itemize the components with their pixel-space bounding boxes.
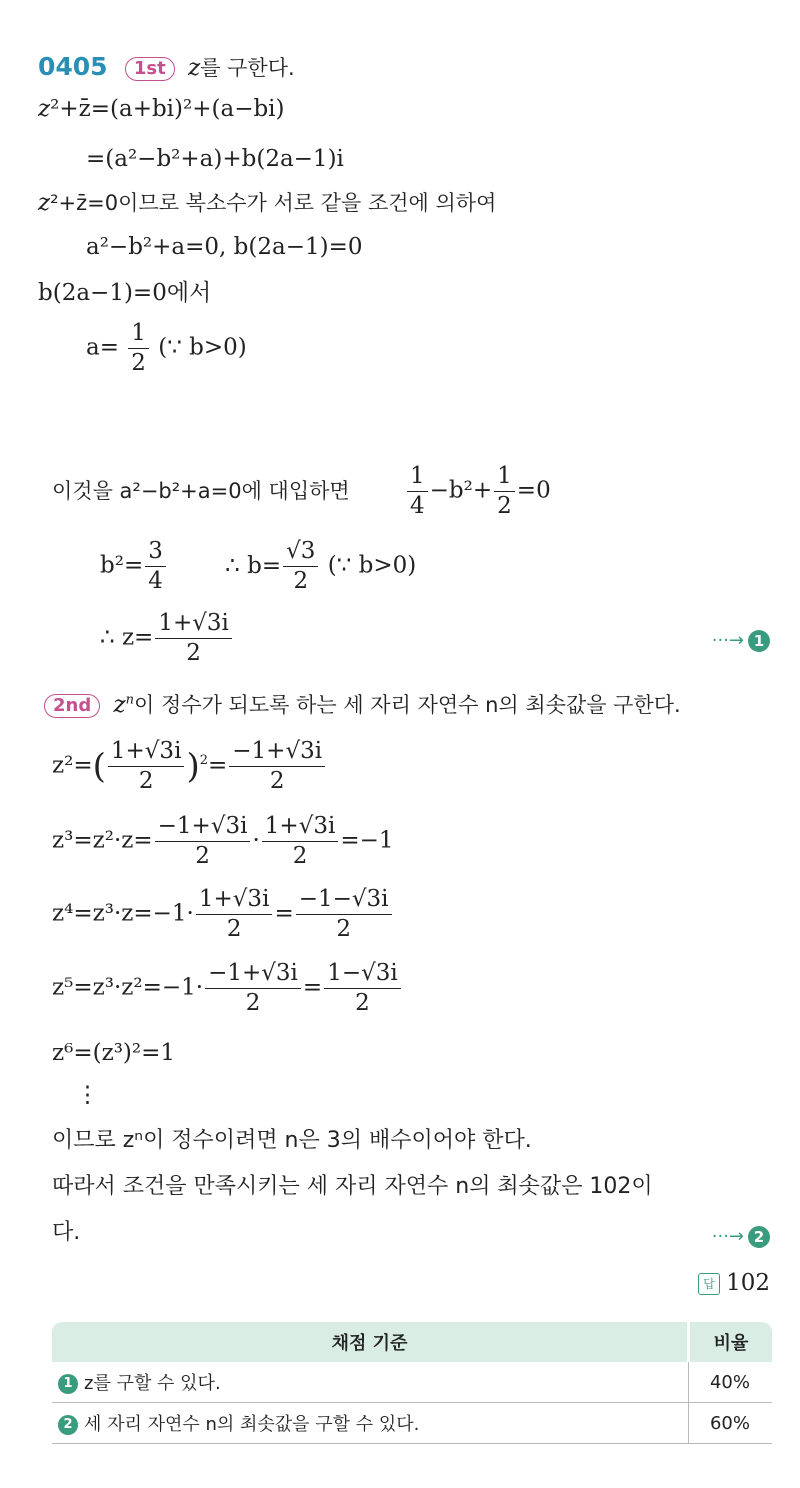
conclusion-2: 따라서 조건을 만족시키는 세 자리 자연수 n의 최솟값은 102이 bbox=[52, 1174, 653, 1199]
z3-line: z³=z²·z= $\frac{-1+√3i}{2}$ · $\frac{1+√3i}{2}$ =−1 bbox=[52, 813, 394, 869]
fraction: $\frac{1}{2}$ bbox=[494, 465, 515, 518]
fraction: $\frac{1-√3i}{2}$ bbox=[324, 962, 401, 1015]
step1-line1: z²+z̄=(a+bi)²+(a−bi) bbox=[38, 96, 285, 122]
fraction: $\frac{1+√3i}{2}$ bbox=[196, 888, 273, 941]
table-header-criteria: 채점 기준 bbox=[52, 1322, 689, 1362]
answer-icon: 답 bbox=[698, 1273, 720, 1295]
step2-tag: 2nd bbox=[44, 694, 100, 718]
step1-title: 를 구한다. bbox=[200, 56, 295, 80]
fraction: $\frac{3}{4}$ bbox=[145, 540, 166, 593]
vertical-dots: ⋮ bbox=[76, 1082, 99, 1108]
fraction: $\frac{-1+√3i}{2}$ bbox=[155, 815, 251, 868]
marker-2: ···→ 2 bbox=[712, 1226, 770, 1248]
fraction: $\frac{1+√3i}{2}$ bbox=[262, 815, 339, 868]
table-row: 1 z를 구할 수 있다. 40% bbox=[52, 1362, 772, 1403]
subst-line: 이것을 a²−b²+a=0에 대입하면 $\frac{1}{4}$ −b²+ $\frac{1}{2}$ =0 bbox=[52, 463, 551, 519]
conclusion-1: 이므로 zⁿ이 정수이려면 n은 3의 배수이어야 한다. bbox=[52, 1128, 532, 1153]
step1-line2: =(a²−b²+a)+b(2a−1)i bbox=[86, 146, 344, 172]
z6-line: z⁶=(z³)²=1 bbox=[52, 1040, 176, 1066]
fraction: $\frac{1+√3i}{2}$ bbox=[155, 612, 232, 665]
marker-1: ···→ 1 bbox=[712, 630, 770, 652]
problem-number: 0405 bbox=[38, 52, 108, 81]
z4-line: z⁴=z³·z=−1· $\frac{1+√3i}{2}$ = $\frac{-1-√3i}{2}$ bbox=[52, 888, 394, 941]
fraction: $\frac{1}{2}$ bbox=[128, 322, 149, 375]
fraction: $\frac{-1+√3i}{2}$ bbox=[205, 962, 301, 1015]
fraction: $\frac{√3}{2}$ bbox=[283, 540, 318, 593]
conclusion-3: 다. bbox=[52, 1220, 81, 1245]
step1-line4: a²−b²+a=0, b(2a−1)=0 bbox=[86, 234, 363, 260]
step1-line3: z²+z̄=0이므로 복소수가 서로 같을 조건에 의하여 bbox=[38, 190, 497, 216]
fraction: $\frac{1}{4}$ bbox=[407, 465, 428, 518]
scoring-table bbox=[52, 1322, 772, 1444]
fraction: $\frac{-1-√3i}{2}$ bbox=[296, 888, 392, 941]
step1-line6: a= $\frac{1}{2}$ (∵ b>0) bbox=[86, 320, 247, 376]
z2-line: z²=( $\frac{1+√3i}{2}$ )$^2$= $\frac{-1+√3i}{2}$ bbox=[52, 740, 327, 793]
fraction: $\frac{-1+√3i}{2}$ bbox=[229, 740, 325, 793]
z5-line: z⁵=z³·z²=−1· $\frac{-1+√3i}{2}$ = $\frac{1-√3i}{2}$ bbox=[52, 962, 403, 1015]
step1-line5: b(2a−1)=0에서 bbox=[38, 280, 212, 306]
step2-header: 2nd $z^n$이 정수가 되도록 하는 세 자리 자연수 n의 최솟값을 구한다. bbox=[44, 694, 681, 718]
table-row: 2 세 자리 자연수 n의 최솟값을 구할 수 있다. 60% bbox=[52, 1403, 772, 1444]
fraction: $\frac{1+√3i}{2}$ bbox=[108, 740, 185, 793]
table-header-ratio: 비율 bbox=[689, 1322, 773, 1362]
answer-value: 102 bbox=[726, 1270, 770, 1296]
problem-header: 0405 1st z를 구한다. bbox=[38, 52, 295, 81]
z-result: ∴ z= $\frac{1+√3i}{2}$ bbox=[100, 612, 234, 665]
answer bbox=[698, 1272, 770, 1295]
step1-tag: 1st bbox=[125, 57, 175, 81]
b-line: b²= $\frac{3}{4}$ ∴ b= $\frac{√3}{2}$ (∵ b>0) bbox=[100, 538, 417, 594]
